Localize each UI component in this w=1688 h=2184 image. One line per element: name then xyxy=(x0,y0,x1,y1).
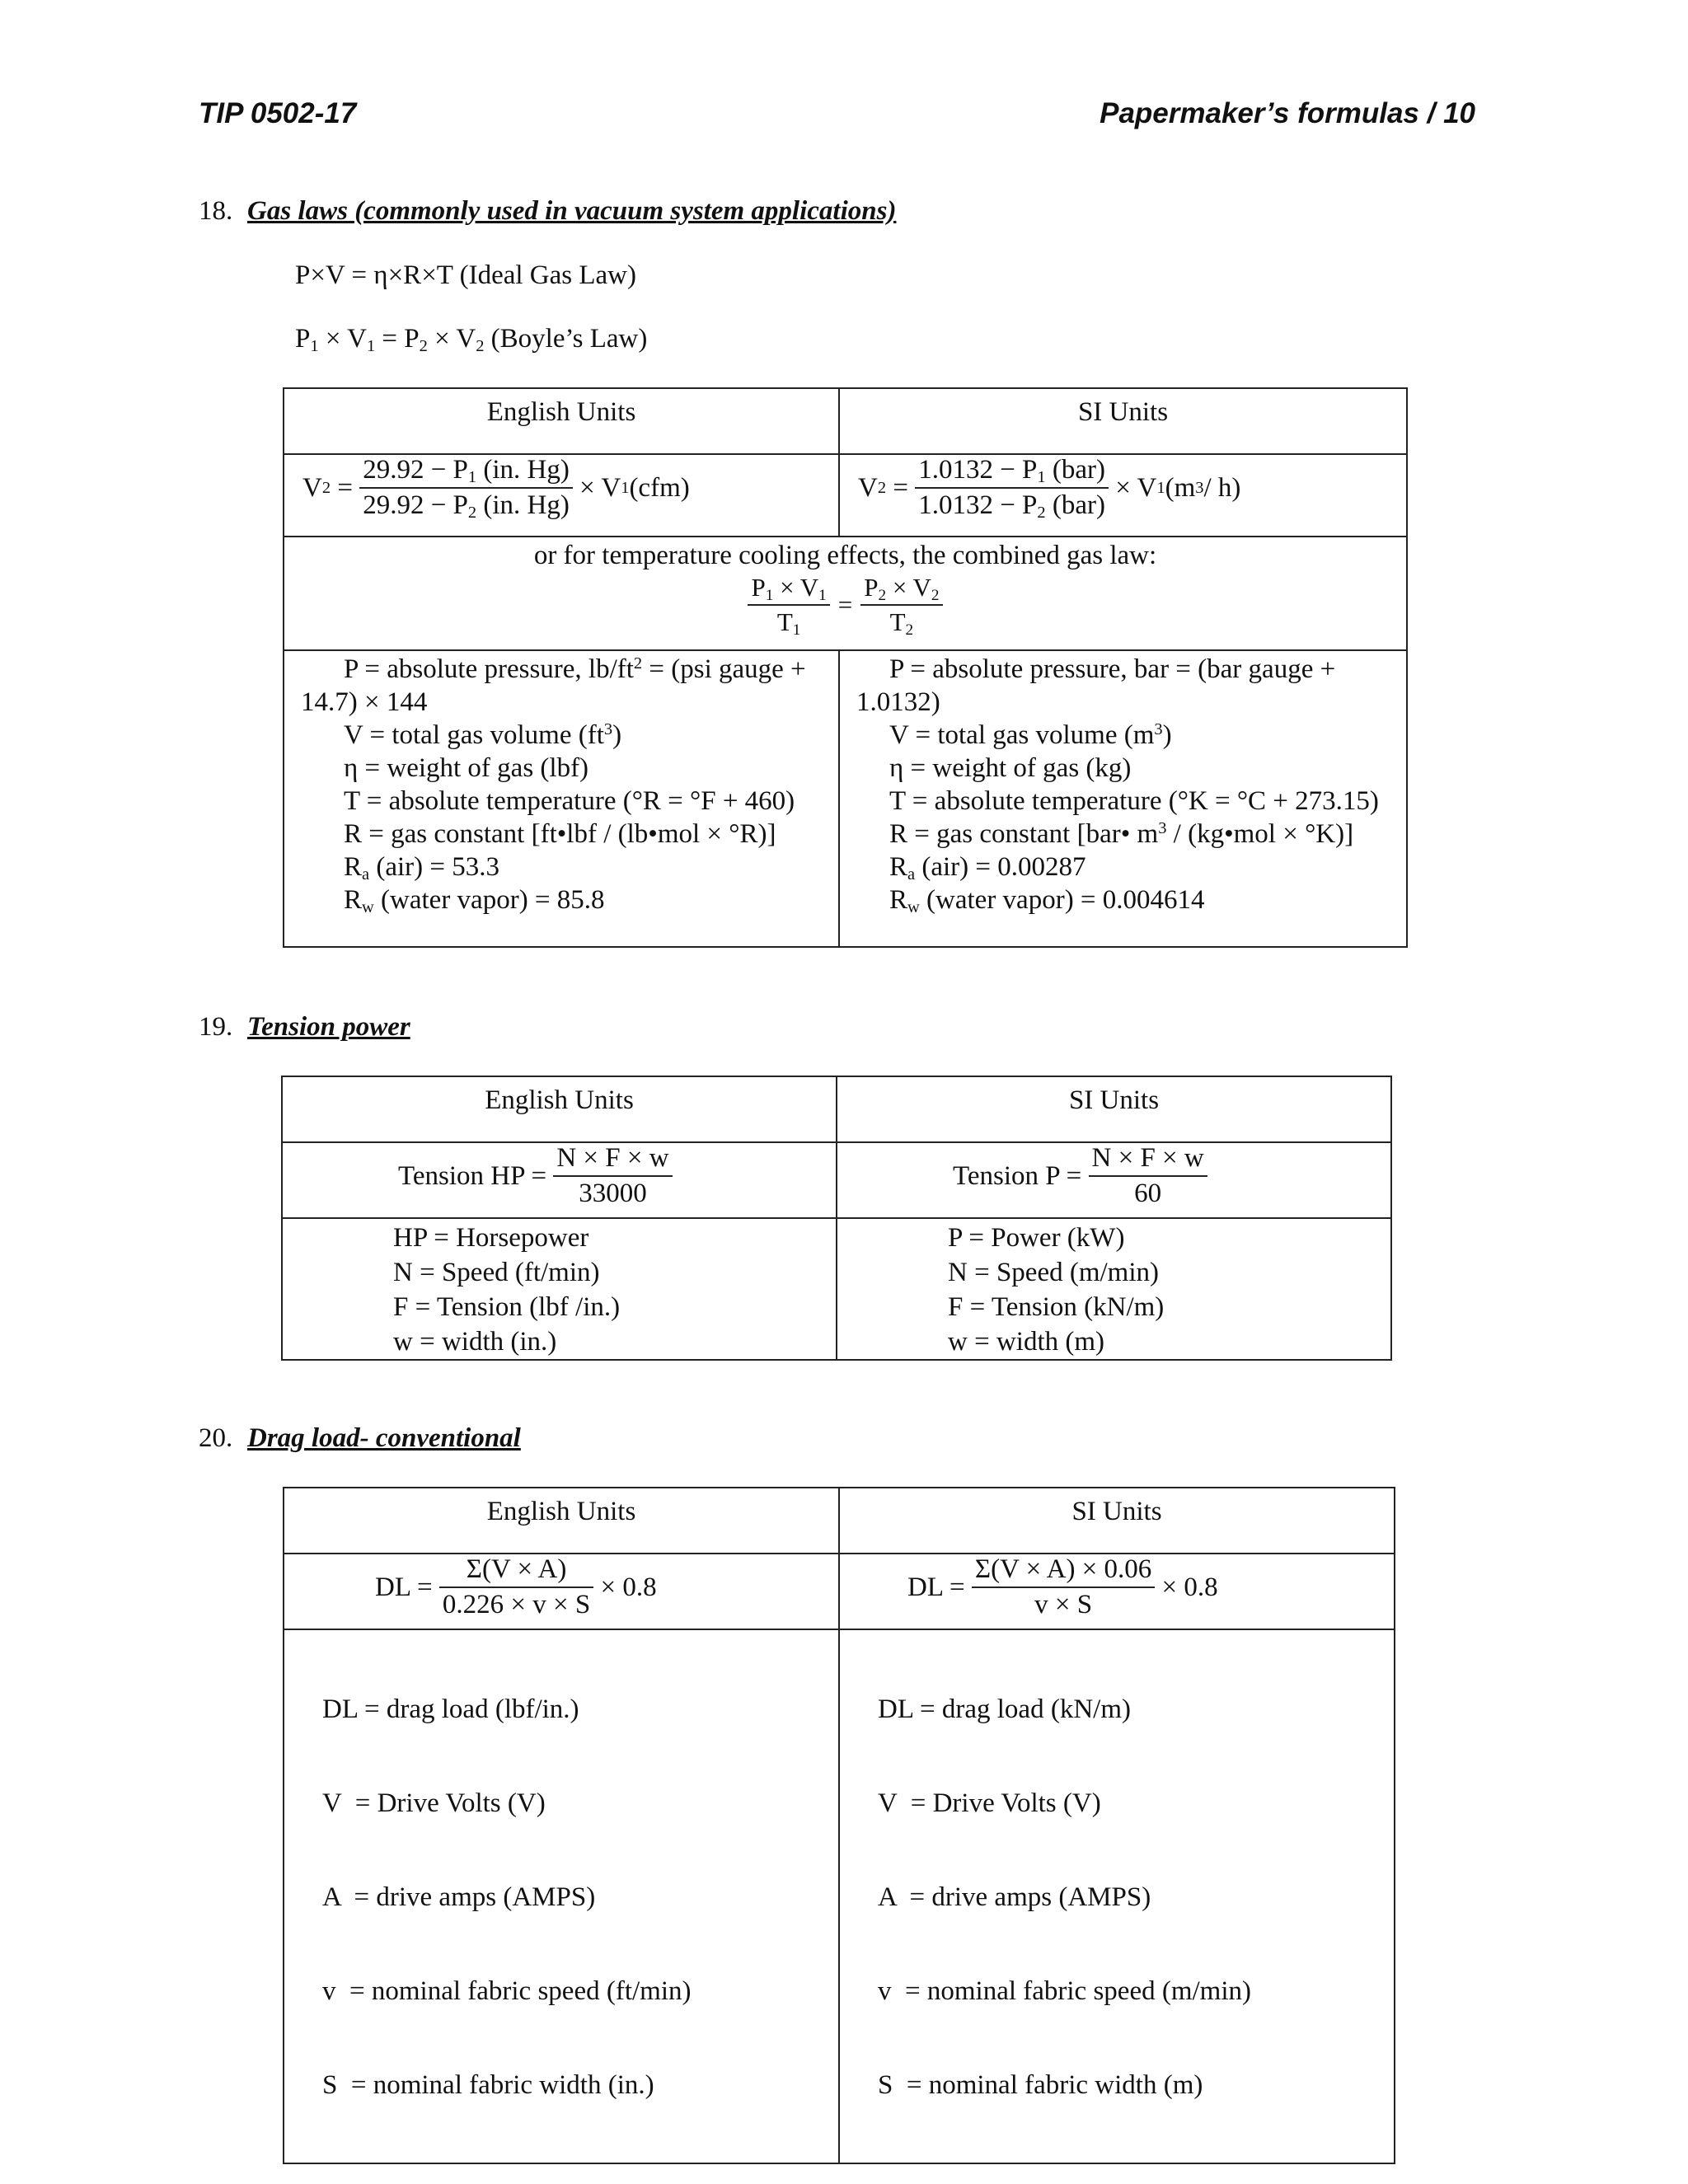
section-title: Drag load- conventional xyxy=(247,1423,521,1453)
section-20-heading xyxy=(199,1423,521,1454)
col-english-units: English Units xyxy=(284,1488,839,1554)
si-boyle-formula: V 2 = $\frac{1.0132 - P_1 (bar)}{1.0132 - P_2 (bar)}$ × V 1 (m 3 / h) xyxy=(839,454,1407,537)
tension-power-table xyxy=(281,1076,1392,1361)
section-number: 19. xyxy=(199,1012,233,1042)
col-si-units: SI Units xyxy=(837,1076,1391,1142)
section-title: Gas laws (commonly used in vacuum system applications) xyxy=(247,196,897,226)
boyles-law: $P_1 \times V_1 = P_2 \times V_2$ (Boyle’s Law) xyxy=(295,324,648,356)
section-number: 20. xyxy=(199,1423,233,1453)
document-id: TIP 0502-17 xyxy=(199,97,357,129)
gas-laws-table xyxy=(283,387,1408,948)
section-title: Tension power xyxy=(247,1012,410,1042)
combined-gas-law-intro: or for temperature cooling effects, the combined gas law: xyxy=(533,541,1157,570)
page-title: Papermaker’s formulas / 10 xyxy=(1100,97,1475,129)
si-drag-definitions: DL = drag load (kN/m) V = Drive Volts (V) A = drive amps (AMPS) v = nominal fabric speed (m/min) S = nominal fabric width (m) xyxy=(839,1629,1395,2163)
drag-load-table xyxy=(283,1487,1395,2164)
english-tension-definitions: HP = Horsepower N = Speed (ft/min) F = Tension (lbf /in.) w = width (in.) xyxy=(282,1218,837,1360)
col-english-units: English Units xyxy=(282,1076,837,1142)
col-si-units: SI Units xyxy=(839,388,1407,454)
section-number: 18. xyxy=(199,196,233,226)
english-variable-definitions: P = absolute pressure, $lb/ft^2 = (psi$ gauge + 14.7) × 144 V = total gas volume $(ft^3)$ η = weight of gas (lbf) T = absolute temperature (°R = °F + 460) R = gas constant [ft•lbf / (lb•mol × °R)] $R_a$ (air) = 53.3 $R_w$ (water vapor) = 85.8 xyxy=(284,650,839,947)
english-drag-definitions: DL = drag load (lbf/in.) V = Drive Volts (V) A = drive amps (AMPS) v = nominal fabric speed (ft/min) S = nominal fabric width (in.) xyxy=(284,1629,839,2163)
si-tension-formula: Tension P = $\frac{N \times F \times w}{60}$ xyxy=(837,1142,1391,1218)
english-drag-formula: DL = $\frac{\Sigma(V \times A)}{0.226 \times v \times S}$ × 0.8 xyxy=(284,1554,839,1629)
combined-gas-law: or for temperature cooling effects, the combined gas law: $\frac{P_1 \times V_1}{T_1}$ = $\frac{P_2 \times V_2}{T_2}$ xyxy=(284,537,1407,650)
si-tension-definitions: P = Power (kW) N = Speed (m/min) F = Tension (kN/m) w = width (m) xyxy=(837,1218,1391,1360)
section-19-heading xyxy=(199,1012,410,1043)
english-tension-formula: Tension HP = $\frac{N \times F \times w}{33000}$ xyxy=(282,1142,837,1218)
col-si-units: SI Units xyxy=(839,1488,1395,1554)
si-variable-definitions: P = absolute pressure, bar = (bar gauge + 1.0132) V = total gas volume $(m^3)$ η = weight of gas (kg) T = absolute temperature (°K = °C + 273.15) R = gas constant [bar• $m^3$ / (kg•mol × °K)] $R_a$ (air) = 0.00287 $R_w$ (water vapor) = 0.004614 xyxy=(839,650,1407,947)
section-18-heading xyxy=(199,196,896,227)
si-drag-formula: DL = $\frac{\Sigma(V \times A) \times 0.06}{v \times S}$ × 0.8 xyxy=(839,1554,1395,1629)
ideal-gas-law: P×V = η×R×T (Ideal Gas Law) xyxy=(295,260,636,290)
col-english-units: English Units xyxy=(284,388,839,454)
english-boyle-formula: V 2 = $\frac{29.92 - P_1 (in. Hg)}{29.92 - P_2 (in. Hg)}$ × V 1 (cfm) xyxy=(284,454,839,537)
